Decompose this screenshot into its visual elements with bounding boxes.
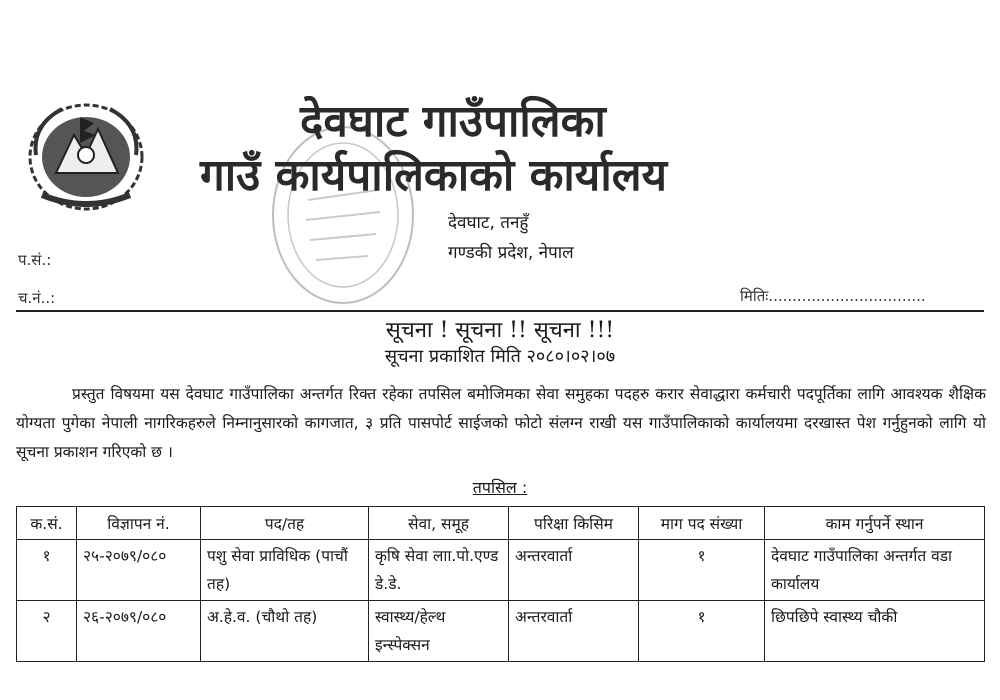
cell-ad-no: २५-२०७९/०८० [77,540,201,601]
table-row [17,540,985,601]
notice-body: प्रस्तुत विषयमा यस देवघाट गाउँपालिका अन्तर्गत रिक्त रहेका तपसिल बमोजिमका सेवा समुहका पदहरु करार सेवाद्धारा कर्मचारी पदपूर्तिका लागि आवश्यक शैक्षिक योग्यता पुगेका नेपाली नागरिकहरुले निम्नानुसारको कागजात, ३ प्रति पासपोर्ट साईजको फोटो संलग्न राखी यस गाउँपालिकाको कार्यालयमा दरखास्त पेश गर्नुहुनको लागि यो सूचना प्रकाशन गरिएको छ । [16,385,986,461]
vacancy-table [16,506,985,662]
header-ad-no: विज्ञापन नं. [77,507,201,540]
notice-heading: सूचना ! सूचना !! सूचना !!! [385,318,615,343]
table-header-row [17,507,985,540]
cell-place: देवघाट गाउँपालिका अन्तर्गत वडा कार्यालय [765,540,985,601]
cell-ad-no: २६-२०७९/०८० [77,601,201,662]
cell-place: छिपछिपे स्वास्थ्य चौकी [765,601,985,662]
date-field: मितिः................................. [740,287,926,305]
cell-post: अ.हे.व. (चौथो तह) [201,601,369,662]
cell-sn: १ [17,540,77,601]
cell-post: पशु सेवा प्राविधिक (पाचौं तह) [201,540,369,601]
cell-exam: अन्तरवार्ता [509,601,639,662]
address-line1: देवघाट, तनहुँ [448,213,529,233]
header-divider [16,310,984,312]
header-sn: क.सं. [17,507,77,540]
header-service: सेवा, समूह [369,507,509,540]
cell-service: कृषि सेवा लाा.पो.एण्ड डे.डे. [369,540,509,601]
header-post: पद/तह [201,507,369,540]
table-row [17,601,985,662]
table-caption [0,476,1000,498]
cell-count: १ [639,540,765,601]
header-count: माग पद संख्या [639,507,765,540]
header-exam: परिक्षा किसिम [509,507,639,540]
cell-exam: अन्तरवार्ता [509,540,639,601]
cell-count: १ [639,601,765,662]
cell-service: स्वास्थ्य/हेल्थ इन्स्पेक्सन [369,601,509,662]
address-line2: गण्डकी प्रदेश, नेपाल [448,243,574,263]
reference-ps: प.सं.: [18,251,52,269]
office-title-line1: देवघाट गाउँपालिका [300,96,606,147]
reference-chn: च.नं..: [18,289,56,307]
notice-published-date: सूचना प्रकाशित मिति २०८०।०२।०७ [384,346,616,367]
table-caption-text: तपसिल : [472,478,528,497]
nepal-government-emblem-icon [22,95,150,215]
office-seal-stamp-icon [268,120,418,310]
header-place: काम गर्नुपर्ने स्थान [765,507,985,540]
cell-sn: २ [17,601,77,662]
office-title-line2: गाउँ कार्यपालिकाको कार्यालय [200,150,668,201]
